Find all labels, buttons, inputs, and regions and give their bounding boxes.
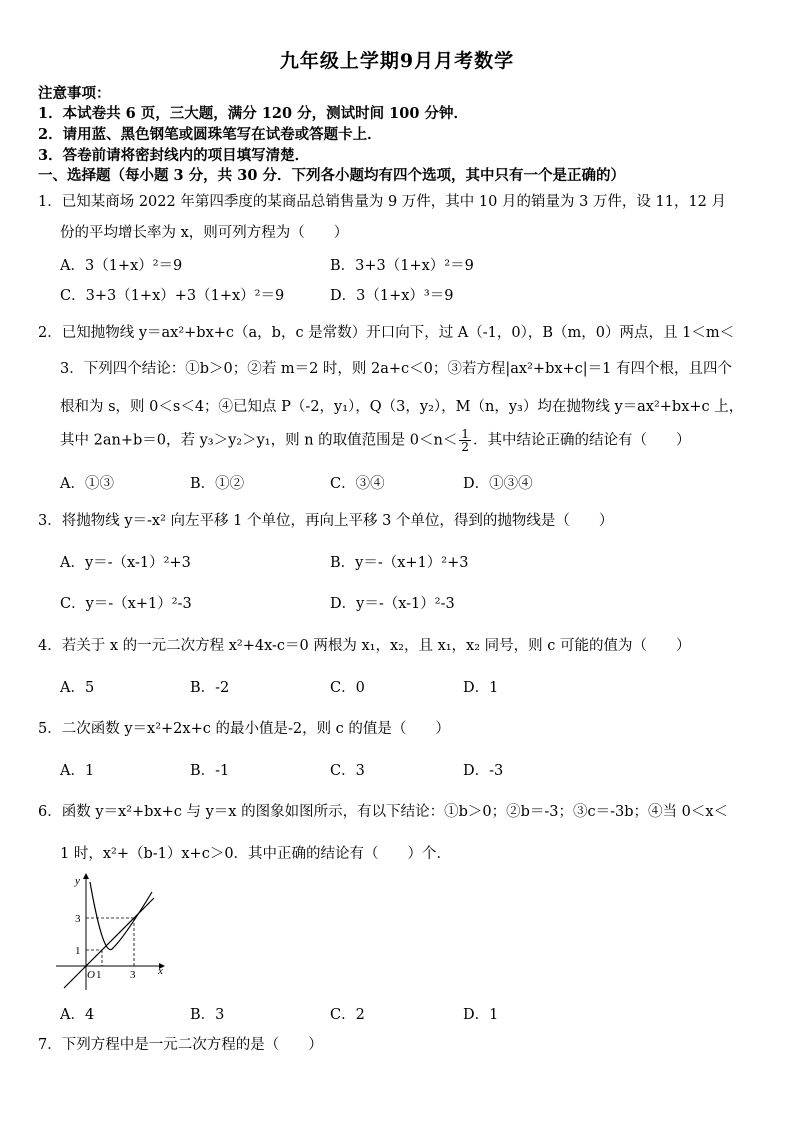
notes-heading: 注意事项： xyxy=(38,85,111,102)
graph-tick-x1: 1 xyxy=(96,969,102,981)
q6-function-graph xyxy=(54,870,174,992)
q2-option-d: D．①③④ xyxy=(463,476,533,492)
q4-option-a: A．5 xyxy=(60,680,95,696)
q3-option-d: D．y＝-（x-1）²-3 xyxy=(330,596,455,612)
q2-stem-line4 xyxy=(60,428,764,453)
q5-option-d: D．-3 xyxy=(463,763,504,779)
q6-stem-line1: 6．函数 y＝x²+bx+c 与 y＝x 的图象如图所示，有以下结论：①b＞0；②b＝-3；③c＝-3b；④当 0＜x＜ xyxy=(38,804,729,820)
q1-option-c: C．3+3（1+x）+3（1+x）²＝9 xyxy=(60,288,285,304)
q2-option-c: C．③④ xyxy=(330,476,385,492)
graph-y-label: y xyxy=(75,875,80,887)
graph-tick-y3: 3 xyxy=(75,913,81,925)
q3-stem: 3．将抛物线 y＝-x² 向左平移 1 个单位，再向上平移 3 个单位，得到的抛物线是（ ） xyxy=(38,513,614,529)
note-item-1: 1．本试卷共 6 页，三大题，满分 120 分，测试时间 100 分钟． xyxy=(38,105,468,122)
graph-origin-label: O xyxy=(87,969,95,981)
q1-option-b: B．3+3（1+x）²＝9 xyxy=(330,258,474,274)
q4-option-d: D．1 xyxy=(463,680,499,696)
q6-option-b: B．3 xyxy=(190,1007,225,1023)
q2-fraction-numerator: 1 xyxy=(461,427,469,441)
q4-option-b: B．-2 xyxy=(190,680,230,696)
graph-x-label: x xyxy=(158,965,163,977)
q2-stem-line3: 根和为 s，则 0＜s＜4；④已知点 P（-2，y₁），Q（3，y₂），M（n，y₃）均在抛物线 y＝ax²+bx+c 上， xyxy=(60,399,744,415)
q5-option-c: C．3 xyxy=(330,763,365,779)
q6-option-d: D．1 xyxy=(463,1007,499,1023)
graph-tick-x3: 3 xyxy=(130,969,136,981)
graph-tick-y1: 1 xyxy=(75,945,81,957)
q1-stem-line2: 份的平均增长率为 x，则可列方程为（ ） xyxy=(60,225,349,241)
q6-stem-line2: 1 时，x²+（b-1）x+c＞0．其中正确的结论有（ ）个． xyxy=(60,846,452,862)
q4-stem: 4．若关于 x 的一元二次方程 x²+4x-c＝0 两根为 x₁，x₂，且 x₁，x₂ 同号，则 c 可能的值为（ ） xyxy=(38,638,691,654)
q2-stem-line2: 3．下列四个结论：①b＞0；②若 m＝2 时，则 2a+c＜0；③若方程|ax²+bx+c|＝1 有四个根，且四个 xyxy=(60,361,733,377)
q6-option-c: C．2 xyxy=(330,1007,365,1023)
q3-option-a: A．y＝-（x-1）²+3 xyxy=(60,555,191,571)
q4-option-c: C．0 xyxy=(330,680,365,696)
q2-option-b: B．①② xyxy=(190,476,245,492)
q2-stem-line4-post: ．其中结论正确的结论有（ ） xyxy=(472,432,691,449)
q5-option-b: B．-1 xyxy=(190,763,230,779)
q5-option-a: A．1 xyxy=(60,763,95,779)
q2-fraction-denominator: 2 xyxy=(461,440,469,454)
q1-option-a: A．3（1+x）²＝9 xyxy=(60,258,183,274)
q6-option-a: A．4 xyxy=(60,1007,95,1023)
q1-option-d: D．3（1+x）³＝9 xyxy=(330,288,454,304)
note-item-2: 2．请用蓝、黑色钢笔或圆珠笔写在试卷或答题卡上． xyxy=(38,126,382,143)
q2-stem-line1: 2．已知抛物线 y＝ax²+bx+c（a，b，c 是常数）开口向下，过 A（-1，0），B（m，0）两点，且 1＜m＜ xyxy=(38,325,735,341)
parabola-curve xyxy=(90,882,152,950)
q2-fraction xyxy=(459,428,471,453)
q2-stem-line4-pre: 其中 2an+b＝0，若 y₃＞y₂＞y₁，则 n 的取值范围是 0＜n＜ xyxy=(60,432,458,449)
q5-stem: 5．二次函数 y＝x²+2x+c 的最小值是-2，则 c 的值是（ ） xyxy=(38,721,450,737)
note-item-3: 3．答卷前请将密封线内的项目填写清楚． xyxy=(38,147,310,164)
q3-option-b: B．y＝-（x+1）²+3 xyxy=(330,555,469,571)
q7-stem: 7．下列方程中是一元二次方程的是（ ） xyxy=(38,1037,323,1053)
q1-stem-line1: 1．已知某商场 2022 年第四季度的某商品总销售量为 9 万件，其中 10 月的销量为 3 万件，设 11，12 月 xyxy=(38,194,727,210)
q2-option-a: A．①③ xyxy=(60,476,114,492)
page-title: 九年级上学期9月月考数学 xyxy=(279,50,515,72)
q3-option-c: C．y＝-（x+1）²-3 xyxy=(60,596,192,612)
section-heading: 一、选择题（每小题 3 分，共 30 分．下列各小题均有四个选项，其中只有一个是正确的） xyxy=(38,167,625,184)
